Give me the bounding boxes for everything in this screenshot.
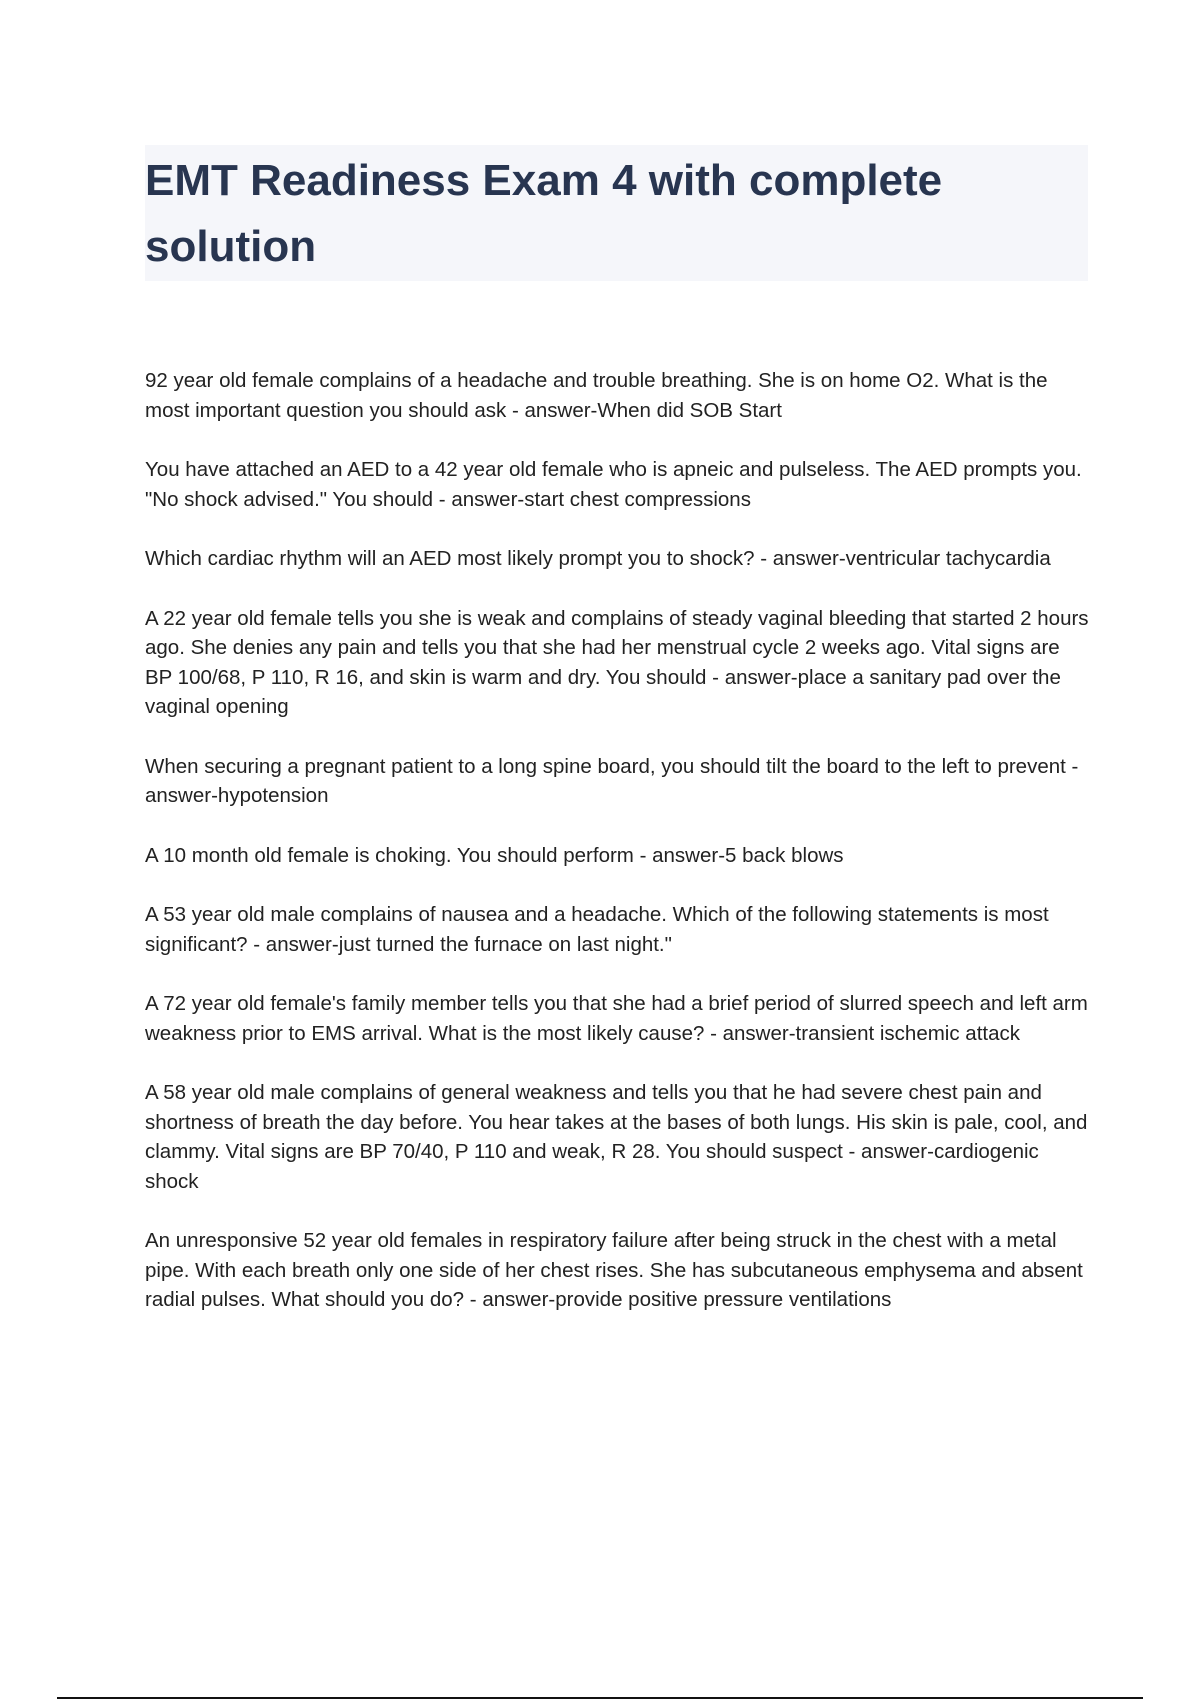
- list-item: [145, 989, 1090, 1048]
- answer-prefix: - answer-: [511, 398, 598, 422]
- answer-text: hypotension: [217, 784, 329, 807]
- answer-prefix: - answer-: [760, 547, 846, 570]
- list-item: [145, 604, 1090, 722]
- answer-prefix: - answer-: [145, 754, 1079, 807]
- list-item: [145, 1226, 1090, 1315]
- answer-prefix: - answer-: [469, 1288, 556, 1311]
- answer-prefix: - answer-: [438, 487, 525, 511]
- question-text: An unresponsive 52 year old females in respiratory failure after being struck in the chest with a metal pipe. With each breath only one side of her chest rises. She has subcutaneous emphysema and absent radial pulses. What should you do?: [145, 1229, 1083, 1311]
- question-text: 92 year old female complains of a headache and trouble breathing. She is on home O2. What is the most important question you should ask: [145, 369, 1048, 422]
- list-item: [145, 366, 1090, 425]
- question-text: A 10 month old female is choking. You should perform: [145, 843, 634, 867]
- answer-text: just turned the furnace on last night.": [338, 932, 672, 956]
- answer-text: 5 back blows: [725, 843, 844, 867]
- footer-divider: [57, 1697, 1143, 1699]
- list-item: [145, 900, 1090, 959]
- answer-prefix: - answer-: [848, 1140, 934, 1163]
- list-item: [145, 1078, 1090, 1196]
- answer-text: ventricular tachycardia: [845, 547, 1051, 570]
- question-text: A 58 year old male complains of general weakness and tells you that he had severe chest pain and shortness of breath the day before. You hear takes at the bases of both lungs. His skin is pale, cool, and clammy. Vital signs are BP 70/40, P 110 and weak, R 28. You should suspect: [145, 1081, 1088, 1163]
- answer-text: provide positive pressure ventilations: [555, 1288, 892, 1311]
- answer-text: place a sanitary pad over the vaginal opening: [145, 665, 1061, 718]
- list-item: [145, 455, 1090, 514]
- page-title: EMT Readiness Exam 4 with complete solution: [145, 156, 943, 271]
- question-text: You have attached an AED to a 42 year old female who is apneic and pulseless. The AED prompts you. "No shock advised." You should: [145, 458, 1082, 511]
- list-item: [145, 752, 1090, 811]
- answer-prefix: - answer-: [710, 1021, 796, 1045]
- title-banner: [145, 145, 1088, 281]
- question-list: [145, 366, 1090, 1345]
- answer-prefix: - answer-: [253, 932, 339, 956]
- answer-text: When did SOB Start: [597, 398, 782, 422]
- answer-text: cardiogenic shock: [145, 1140, 1039, 1193]
- answer-text: transient ischemic attack: [795, 1021, 1020, 1045]
- question-text: A 22 year old female tells you she is weak and complains of steady vaginal bleeding that started 2 hours ago. She denies any pain and tells you that she had her menstrual cycle 2 weeks ago. Vital signs are BP 100/68, P 110, R 16, and skin is warm and dry. You should: [145, 606, 1089, 689]
- question-text: Which cardiac rhythm will an AED most likely prompt you to shock?: [145, 547, 755, 570]
- question-text: A 72 year old female's family member tells you that she had a brief period of slurred speech and left arm weakness prior to EMS arrival. What is the most likely cause?: [145, 992, 1088, 1045]
- answer-prefix: - answer-: [712, 665, 798, 689]
- question-text: When securing a pregnant patient to a long spine board, you should tilt the board to the left to prevent: [145, 754, 1066, 778]
- question-text: A 53 year old male complains of nausea and a headache. Which of the following statements is most significant?: [145, 903, 1049, 956]
- list-item: [145, 544, 1090, 574]
- answer-prefix: - answer-: [639, 843, 726, 867]
- list-item: [145, 841, 1090, 871]
- answer-text: start chest compressions: [524, 487, 751, 511]
